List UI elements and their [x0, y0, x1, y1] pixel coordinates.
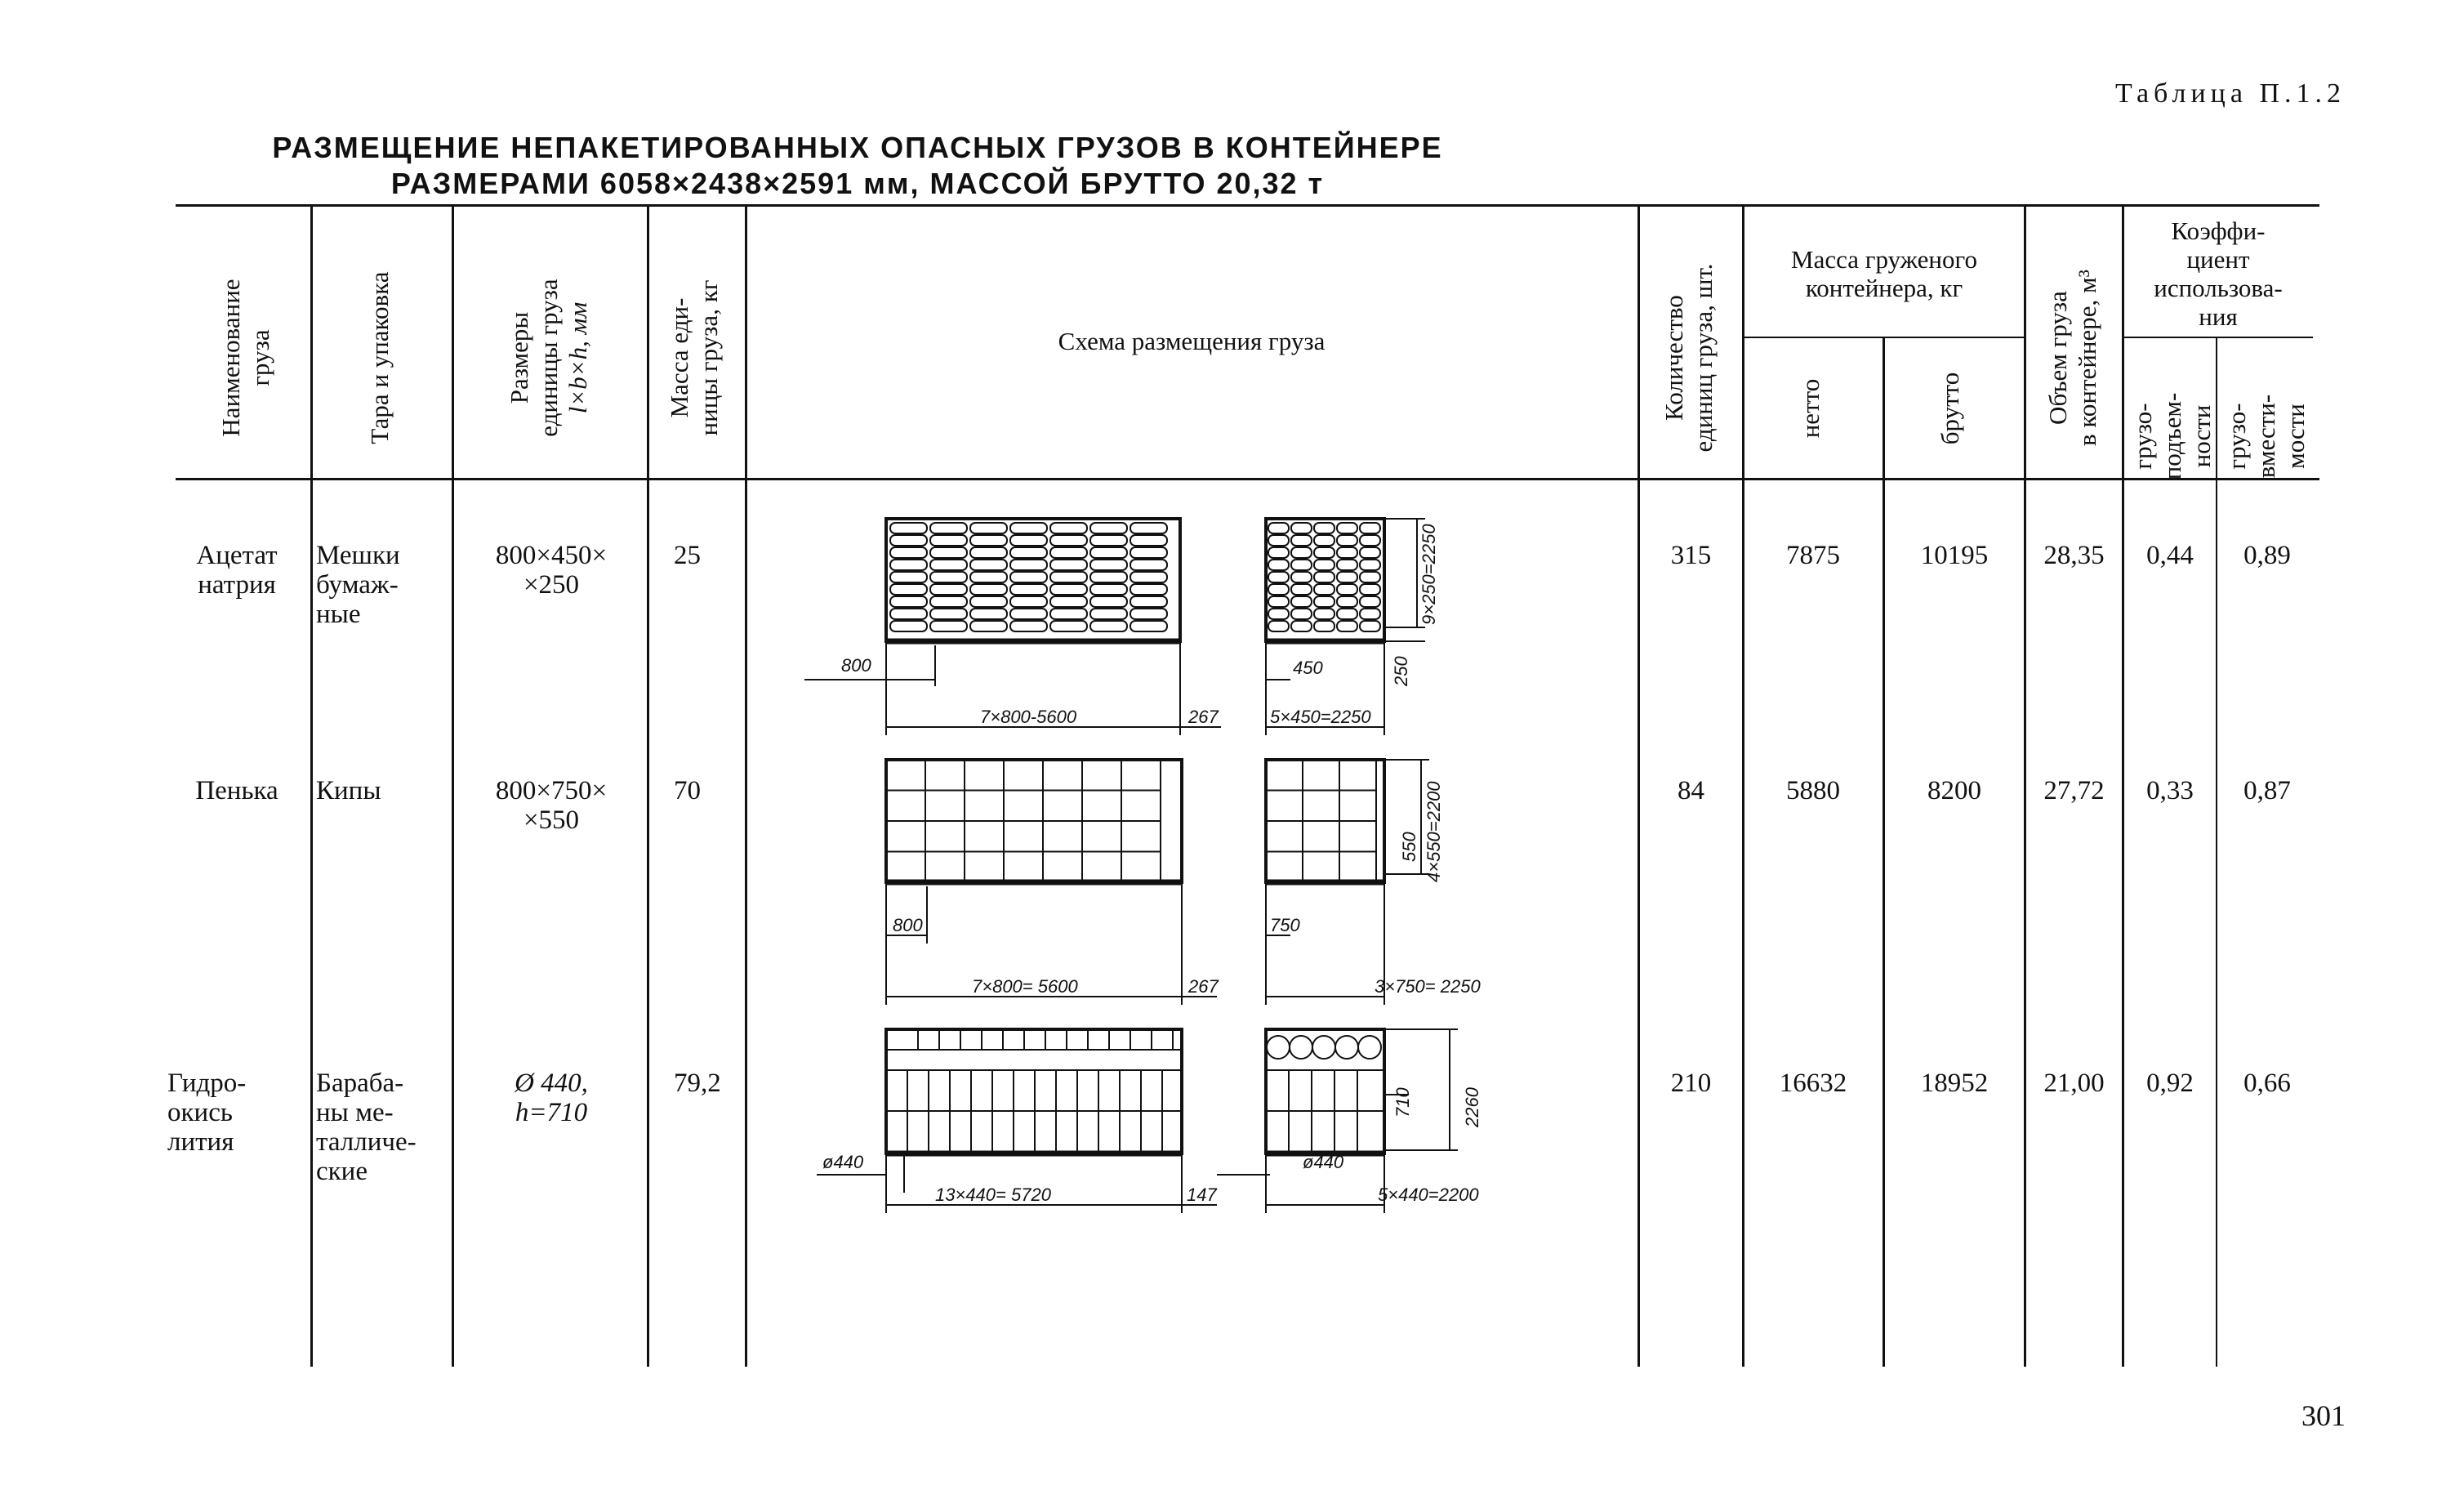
- bag-unit: [1337, 572, 1357, 582]
- bag-unit: [1360, 560, 1380, 570]
- header-scheme: Схема размещения груза: [1058, 327, 1326, 355]
- page-number: 301: [2301, 1399, 2346, 1432]
- bag-unit: [1268, 584, 1289, 595]
- bag-unit: [930, 572, 967, 582]
- row2-dim-total-w: 3×750= 2250: [1375, 976, 1481, 997]
- row2-end-view: [1266, 760, 1429, 1005]
- bag-unit: [890, 547, 927, 558]
- bag-unit: [1010, 584, 1047, 595]
- bag-unit: [1314, 523, 1334, 533]
- bag-unit: [1050, 560, 1087, 570]
- row3-packing: Бараба- ны ме- талличе- ские: [316, 1069, 417, 1186]
- header-gross: брутто: [1936, 372, 1964, 445]
- bag-unit: [1090, 609, 1127, 619]
- bag-unit: [970, 560, 1007, 570]
- header-coef-lift: грузо- подъем- ности: [2128, 392, 2216, 480]
- header-size: Размеры единицы груза l×b×h, мм: [505, 279, 592, 437]
- bag-unit: [1314, 535, 1334, 546]
- table-title-line2: РАЗМЕРАМИ 6058×2438×2591 мм, МАССОЙ БРУТТО 20,32 т: [390, 167, 1325, 200]
- header-count: Количество единиц груза, шт.: [1660, 263, 1718, 453]
- header-packing: Тара и упаковка: [365, 271, 394, 444]
- row3-volume: 21,00: [2043, 1069, 2105, 1098]
- bag-unit: [1337, 535, 1357, 546]
- header-coef-group: Коэффи- циент использова- ния: [2154, 216, 2283, 331]
- bag-unit: [1291, 596, 1312, 607]
- row2-dim-end: 267: [1188, 976, 1219, 997]
- bag-unit: [1090, 560, 1127, 570]
- bag-unit: [1314, 584, 1334, 595]
- bag-unit: [930, 609, 967, 619]
- row2-side-view: [886, 760, 1217, 1005]
- bag-unit: [1337, 584, 1357, 595]
- bag-unit: [930, 535, 967, 546]
- drum-unit: [1267, 1036, 1290, 1059]
- bag-unit: [1050, 547, 1087, 558]
- bag-unit: [1337, 523, 1357, 533]
- header-name: Наименование груза: [216, 279, 274, 437]
- bag-unit: [930, 621, 967, 631]
- bag-unit: [1050, 609, 1087, 619]
- row3-k-cap: 0,66: [2243, 1069, 2291, 1098]
- bag-unit: [1010, 572, 1047, 582]
- bag-unit: [1337, 609, 1357, 619]
- row2-dim-width: 750: [1270, 915, 1300, 935]
- header-bottom-rule: [176, 478, 2319, 480]
- bag-unit: [970, 535, 1007, 546]
- bag-unit: [970, 572, 1007, 582]
- bag-unit: [1010, 535, 1047, 546]
- row2-dim-left: 800: [893, 915, 923, 935]
- bag-unit: [1360, 596, 1380, 607]
- bag-unit: [1360, 523, 1380, 533]
- row1-mass-unit: 25: [674, 541, 701, 570]
- bag-unit: [1268, 596, 1289, 607]
- bag-unit: [1130, 609, 1167, 619]
- bag-unit: [1291, 535, 1312, 546]
- col-divider: [1883, 338, 1885, 1367]
- bag-unit: [890, 560, 927, 570]
- row3-dim-dia: ø440: [1303, 1152, 1344, 1172]
- row1-dim-width: 450: [1293, 658, 1323, 678]
- header-coef-cap: грузо- вмести- мости: [2222, 394, 2310, 479]
- bag-unit: [1291, 621, 1312, 631]
- bag-unit: [890, 523, 927, 533]
- bag-unit: [1268, 560, 1289, 570]
- row3-net: 16632: [1779, 1069, 1847, 1098]
- drum-unit: [1358, 1036, 1381, 1059]
- bag-unit: [970, 609, 1007, 619]
- bag-unit: [1090, 535, 1127, 546]
- row1-k-lift: 0,44: [2146, 541, 2194, 570]
- bag-unit: [1090, 621, 1127, 631]
- bag-unit: [1360, 547, 1380, 558]
- bag-unit: [1130, 584, 1167, 595]
- bag-unit: [1090, 523, 1127, 533]
- row1-size: 800×450× ×250: [495, 541, 608, 600]
- row2-dim-stack: 4×550=2200: [1424, 781, 1444, 882]
- bag-unit: [1130, 535, 1167, 546]
- bag-unit: [890, 609, 927, 619]
- bag-unit: [1268, 609, 1289, 619]
- row2-dim-unit-h: 550: [1399, 832, 1419, 862]
- bag-unit: [1291, 572, 1312, 582]
- bag-unit: [1360, 621, 1380, 631]
- row1-packing: Мешки бумаж- ные: [316, 541, 400, 629]
- bag-unit: [930, 547, 967, 558]
- bag-unit: [1291, 560, 1312, 570]
- row3-dim-left: ø440: [822, 1152, 864, 1172]
- header-mass-unit: Масса еди- ницы груза, кг: [665, 279, 723, 436]
- bag-unit: [1050, 572, 1087, 582]
- bag-unit: [970, 584, 1007, 595]
- bag-unit: [1268, 535, 1289, 546]
- row2-k-lift: 0,33: [2146, 776, 2194, 805]
- bag-unit: [1050, 621, 1087, 631]
- bag-unit: [970, 596, 1007, 607]
- row1-net: 7875: [1786, 541, 1840, 570]
- row1-dim-bottom: 250: [1391, 656, 1411, 686]
- bag-unit: [890, 621, 927, 631]
- table-number: Таблица П.1.2: [2115, 78, 2346, 109]
- bag-unit: [1360, 572, 1380, 582]
- row2-name: Пенька: [195, 776, 278, 805]
- bag-unit: [970, 523, 1007, 533]
- bag-unit: [1090, 572, 1127, 582]
- bag-unit: [1314, 609, 1334, 619]
- bag-unit: [1050, 596, 1087, 607]
- header-mass-group: Масса груженого контейнера, кг: [1791, 245, 1977, 302]
- bag-unit: [1090, 547, 1127, 558]
- bag-unit: [1090, 596, 1127, 607]
- row1-dim-stack: 9×250=2250: [1419, 524, 1439, 625]
- row2-count: 84: [1678, 776, 1704, 805]
- table-top-rule: [176, 204, 2319, 207]
- bag-unit: [1090, 584, 1127, 595]
- bag-unit: [1337, 547, 1357, 558]
- bag-unit: [1314, 621, 1334, 631]
- row1-dim-length: 7×800-5600: [980, 707, 1077, 727]
- bag-unit: [1337, 621, 1357, 631]
- bag-unit: [930, 596, 967, 607]
- row2-size: 800×750× ×550: [495, 776, 608, 835]
- bag-unit: [1130, 547, 1167, 558]
- bag-unit: [1337, 560, 1357, 570]
- drum-unit: [1312, 1036, 1335, 1059]
- row1-dim-left: 800: [841, 655, 871, 676]
- bag-unit: [930, 584, 967, 595]
- bag-unit: [1010, 621, 1047, 631]
- bag-unit: [1268, 572, 1289, 582]
- bag-unit: [1268, 621, 1289, 631]
- bag-unit: [890, 535, 927, 546]
- bag-unit: [970, 621, 1007, 631]
- row3-count: 210: [1670, 1069, 1712, 1098]
- bag-unit: [1337, 596, 1357, 607]
- row3-mass-unit: 79,2: [674, 1069, 721, 1098]
- bag-unit: [1010, 609, 1047, 619]
- bag-unit: [1268, 523, 1289, 533]
- bag-unit: [1360, 609, 1380, 619]
- bag-unit: [1130, 596, 1167, 607]
- drum-unit: [1335, 1036, 1358, 1059]
- placement-schemes: [747, 490, 1636, 1372]
- row2-volume: 27,72: [2043, 776, 2105, 805]
- row3-dim-unit-h: 710: [1392, 1087, 1413, 1118]
- col-divider: [647, 207, 649, 1367]
- bag-unit: [1050, 535, 1087, 546]
- row3-k-lift: 0,92: [2146, 1069, 2194, 1098]
- bag-unit: [1130, 621, 1167, 631]
- row3-dim-total-h: 2260: [1462, 1087, 1482, 1127]
- drum-unit: [1290, 1036, 1312, 1059]
- bag-unit: [890, 596, 927, 607]
- bag-unit: [1314, 547, 1334, 558]
- bag-unit: [970, 547, 1007, 558]
- row1-count: 315: [1670, 541, 1712, 570]
- bag-unit: [1314, 572, 1334, 582]
- row2-gross: 8200: [1927, 776, 1981, 805]
- row3-dim-end: 147: [1187, 1185, 1217, 1205]
- table-title-line1: РАЗМЕЩЕНИЕ НЕПАКЕТИРОВАННЫХ ОПАСНЫХ ГРУЗОВ В КОНТЕЙНЕРЕ: [272, 131, 1443, 164]
- header-volume: Объем груза в контейнере, м³: [2043, 270, 2101, 446]
- row1-k-cap: 0,89: [2243, 541, 2291, 570]
- row3-gross: 18952: [1920, 1069, 1989, 1098]
- bag-unit: [1050, 523, 1087, 533]
- row3-size: Ø 440, h=710: [515, 1069, 588, 1127]
- bag-unit: [1010, 596, 1047, 607]
- bag-unit: [1130, 560, 1167, 570]
- bag-unit: [930, 560, 967, 570]
- row3-name: Гидро- окись лития: [167, 1069, 247, 1157]
- bag-unit: [1291, 609, 1312, 619]
- bag-unit: [1291, 584, 1312, 595]
- bag-unit: [1314, 560, 1334, 570]
- row2-dim-length: 7×800= 5600: [972, 976, 1078, 997]
- row2-mass-unit: 70: [674, 776, 701, 805]
- row2-net: 5880: [1786, 776, 1840, 805]
- row2-packing: Кипы: [316, 776, 381, 805]
- bag-unit: [930, 523, 967, 533]
- bag-unit: [1010, 523, 1047, 533]
- bag-unit: [1130, 523, 1167, 533]
- bag-unit: [1268, 547, 1289, 558]
- header-net: нетто: [1796, 378, 1825, 439]
- bag-unit: [1291, 523, 1312, 533]
- bag-unit: [1010, 560, 1047, 570]
- row1-side-view: [804, 519, 1221, 735]
- row2-k-cap: 0,87: [2243, 776, 2291, 805]
- bag-unit: [890, 572, 927, 582]
- row3-dim-length: 13×440= 5720: [935, 1185, 1051, 1205]
- row1-dim-end: 267: [1188, 707, 1219, 727]
- row1-name: Ацетат натрия: [196, 541, 278, 600]
- bag-unit: [1010, 547, 1047, 558]
- col-divider: [452, 207, 454, 1367]
- col-divider: [310, 207, 313, 1367]
- bag-unit: [1050, 584, 1087, 595]
- coef-subheader-rule: [2123, 337, 2313, 338]
- row1-volume: 28,35: [2043, 541, 2105, 570]
- row1-gross: 10195: [1920, 541, 1989, 570]
- row3-dim-total-w: 5×440=2200: [1378, 1185, 1479, 1205]
- bag-unit: [1291, 547, 1312, 558]
- bag-unit: [1314, 596, 1334, 607]
- bag-unit: [1360, 584, 1380, 595]
- bag-unit: [1360, 535, 1380, 546]
- bag-unit: [890, 584, 927, 595]
- row1-end-view: [1266, 519, 1425, 735]
- bag-unit: [1130, 572, 1167, 582]
- row1-dim-total-w: 5×450=2250: [1270, 707, 1371, 727]
